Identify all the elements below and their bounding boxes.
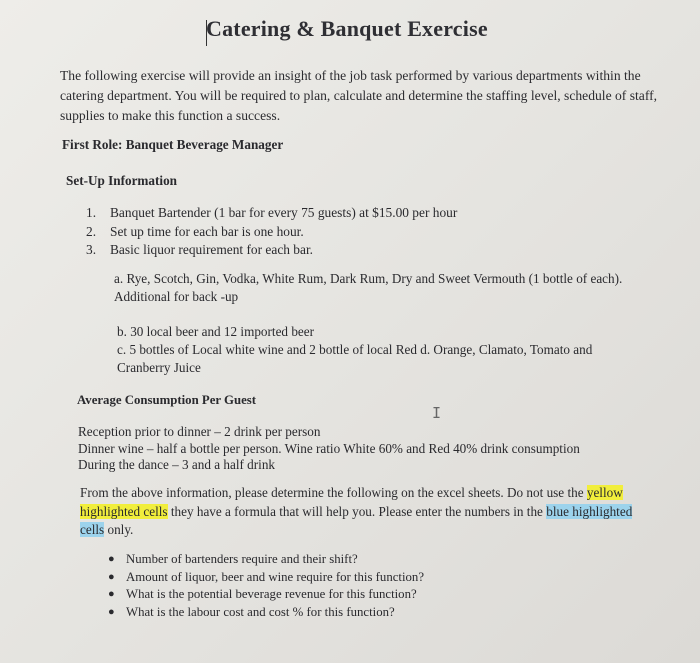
intro-paragraph: The following exercise will provide an insight of the job task performed by various departments within the catering department. You will be required to plan, calculate and determine the staffing level, schedule of staff, supplies to make this function a success. <box>60 68 658 123</box>
question-item <box>108 569 424 587</box>
question-item <box>108 551 424 569</box>
question-text: What is the labour cost and cost % for this function? <box>126 604 395 619</box>
bullet-icon: ● <box>108 553 115 565</box>
instructions-text: only. <box>104 522 134 537</box>
question-text: Number of bartenders require and their shift? <box>126 552 358 566</box>
liquor-list-a: a. Rye, Scotch, Gin, Vodka, White Rum, Dark Rum, Dry and Sweet Vermouth (1 bottle of each). Additional for back -up <box>114 271 623 304</box>
bullet-icon: ● <box>108 605 115 618</box>
liquor-list-bc <box>117 323 617 377</box>
instructions-text: From the above information, please determine the following on the excel sheets. Do not use the <box>80 485 587 500</box>
instructions-paragraph <box>80 484 640 540</box>
question-item <box>108 586 424 604</box>
setup-item-number: 2. <box>86 223 97 239</box>
blue-highlight-text: blue highlighted cells <box>80 503 633 537</box>
setup-item-number: 3. <box>86 242 97 257</box>
liquor-list-c: c. 5 bottles of Local white wine and 2 bottle of local Red d. Orange, Clamato, Tomato and Cranberry Juice <box>117 342 593 375</box>
setup-item <box>86 204 457 223</box>
questions-list <box>108 551 424 621</box>
consumption-line: Dinner wine – half a bottle per person. Wine ratio White 60% and Red 40% drink consumption <box>78 440 580 456</box>
setup-list <box>86 204 457 260</box>
question-text: What is the potential beverage revenue for this function? <box>126 587 417 601</box>
setup-item-text: Set up time for each bar is one hour. <box>110 223 304 239</box>
setup-item <box>86 241 457 260</box>
title-block <box>206 16 488 42</box>
bullet-icon: ● <box>108 588 115 600</box>
instructions-text: they have a formula that will help you. Please enter the numbers in the <box>167 503 547 519</box>
consumption-lines <box>78 424 678 474</box>
consumption-line: Reception prior to dinner – 2 drink per person <box>78 424 321 439</box>
setup-item-text: Basic liquor requirement for each bar. <box>110 242 314 257</box>
role-heading: First Role: Banquet Beverage Manager <box>62 137 284 152</box>
setup-item-number: 1. <box>86 205 97 220</box>
consumption-heading: Average Consumption Per Guest <box>77 393 257 407</box>
consumption-line: During the dance – 3 and a half drink <box>78 457 276 472</box>
document-title: Catering & Banquet Exercise <box>206 16 488 41</box>
setup-item-text: Banquet Bartender (1 bar for every 75 guests) at $15.00 per hour <box>110 205 458 220</box>
yellow-highlight-text: yellow highlighted cells <box>80 485 623 519</box>
setup-heading: Set-Up Information <box>66 173 177 188</box>
setup-item <box>86 223 457 242</box>
question-text: Amount of liquor, beer and wine require for this function? <box>126 569 424 584</box>
bullet-icon: ● <box>108 570 115 583</box>
question-item <box>108 604 424 622</box>
ibeam-cursor-icon: I <box>432 404 442 422</box>
liquor-list-b: b. 30 local beer and 12 imported beer <box>117 324 315 339</box>
